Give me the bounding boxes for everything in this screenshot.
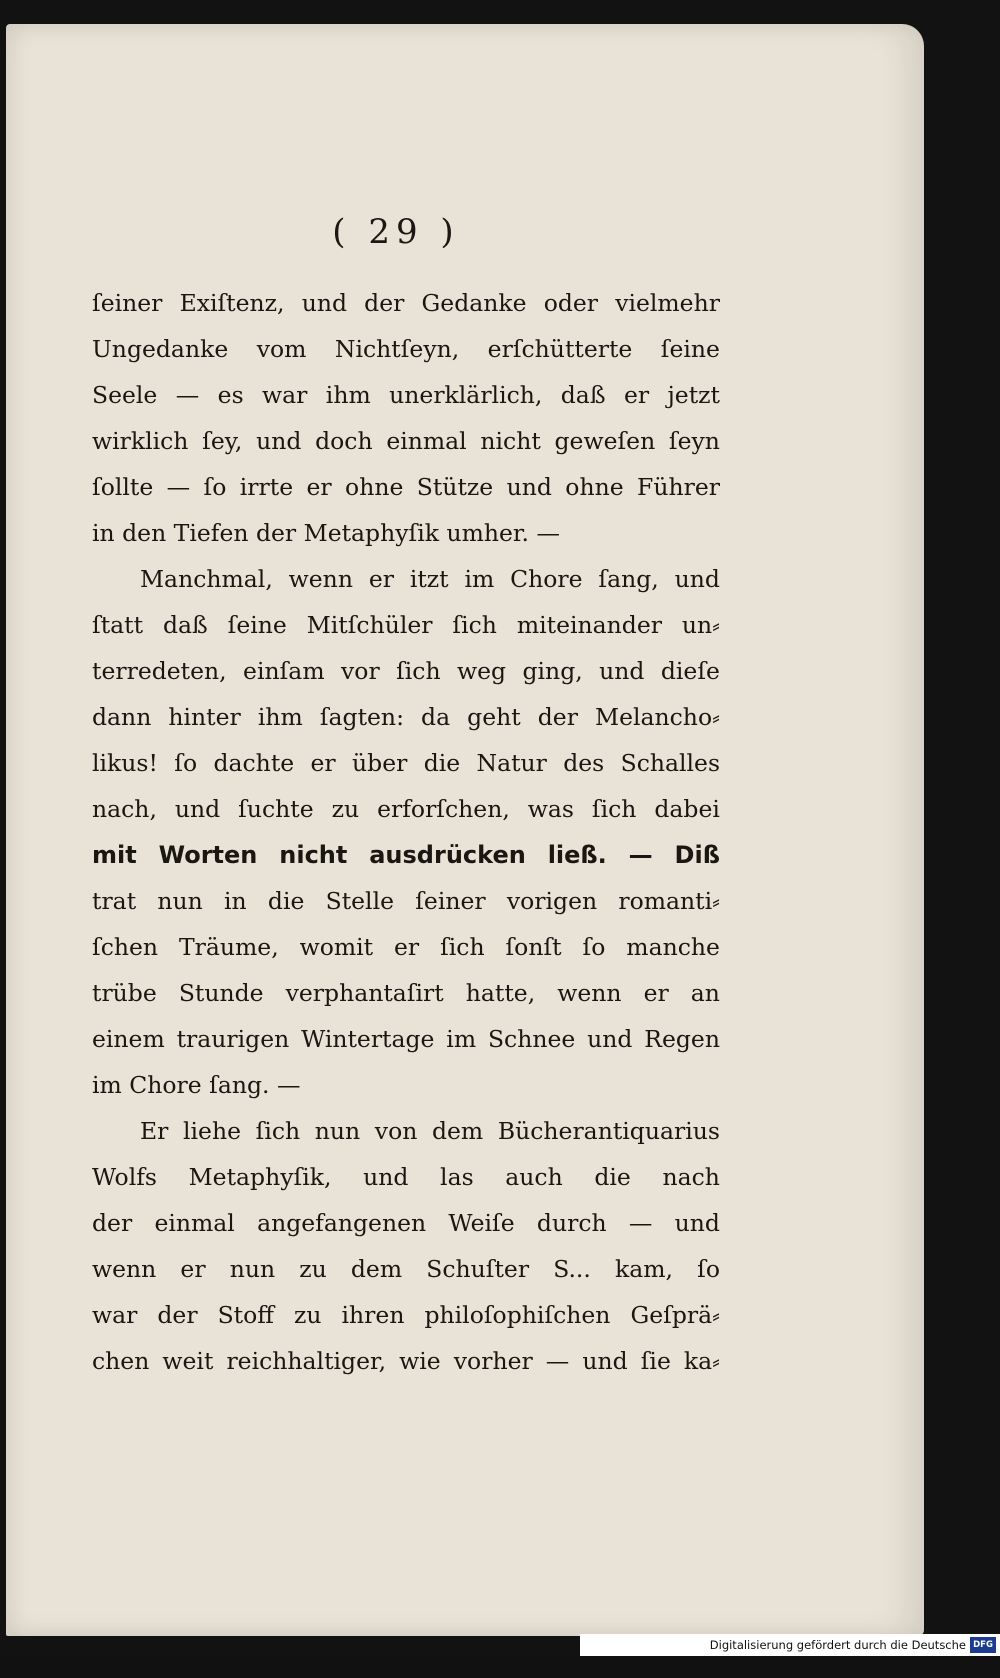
line-15: ſchen Träume, womit er ſich ſonſt ſo manche (92, 933, 720, 961)
text-line (92, 280, 720, 326)
text-line (92, 602, 720, 648)
dfg-logo: DFG (970, 1637, 996, 1653)
line-24: chen weit reichhaltiger, wie vorher — und ſie ka⸗ (92, 1347, 720, 1375)
line-17: einem traurigen Wintertage im Schnee und Regen (92, 1025, 720, 1053)
line-16: trübe Stunde verphantaſirt hatte, wenn er an (92, 979, 720, 1007)
text-line (92, 924, 720, 970)
line-4: wirklich ſey, und doch einmal nicht geweſen ſeyn (92, 427, 720, 455)
text-line (92, 1338, 720, 1384)
line-10: dann hinter ihm ſagten: da geht der Melancho⸗ (92, 703, 720, 731)
line-6: in den Tiefen der Metaphyſik umher. — (92, 519, 560, 547)
text-line (92, 648, 720, 694)
text-line (92, 418, 720, 464)
body-text (92, 280, 720, 1384)
text-line (92, 1292, 720, 1338)
book-page (6, 24, 924, 1636)
text-line (92, 464, 720, 510)
line-19: Er liehe ſich nun von dem Bücherantiquarius (140, 1117, 720, 1145)
text-line (92, 1246, 720, 1292)
text-line (92, 510, 720, 556)
text-line (92, 786, 720, 832)
line-3: Seele — es war ihm unerklärlich, daß er jetzt (92, 381, 720, 409)
text-line (92, 1016, 720, 1062)
line-2: Ungedanke vom Nichtſeyn, erſchütterte ſeine (92, 335, 720, 363)
text-line (92, 832, 720, 878)
text-line (92, 326, 720, 372)
line-8: ſtatt daß ſeine Mitſchüler ſich miteinander un⸗ (92, 611, 720, 639)
line-23: war der Stoff zu ihren philoſophiſchen Geſprä⸗ (92, 1301, 720, 1329)
text-line (92, 372, 720, 418)
text-line (92, 1062, 720, 1108)
line-21: der einmal angefangenen Weiſe durch — und (92, 1209, 720, 1237)
line-5: ſollte — ſo irrte er ohne Stütze und ohne Führer (92, 473, 720, 501)
digitization-credit: Digitalisierung gefördert durch die Deutsche Forschungsgemeinschaft - (580, 1634, 1000, 1656)
line-1: ſeiner Exiſtenz, und der Gedanke oder vielmehr (92, 289, 720, 317)
text-line (92, 740, 720, 786)
text-line (92, 970, 720, 1016)
page-number: ( 29 ) (332, 212, 460, 252)
text-line (92, 1200, 720, 1246)
text-line (92, 694, 720, 740)
line-18: im Chore ſang. — (92, 1071, 301, 1099)
line-20: Wolfs Metaphyſik, und las auch die nach (92, 1163, 720, 1191)
line-22: wenn er nun zu dem Schuſter S... kam, ſo (92, 1255, 720, 1283)
line-14: trat nun in die Stelle ſeiner vorigen romanti⸗ (92, 887, 720, 915)
text-line (92, 1154, 720, 1200)
line-9: terredeten, einſam vor ſich weg ging, und dieſe (92, 657, 720, 685)
text-line (92, 878, 720, 924)
text-line (92, 1108, 720, 1154)
line-11: likus! ſo dachte er über die Natur des Schalles (92, 749, 720, 777)
line-13: mit Worten nicht ausdrücken ließ. — Diß (92, 841, 720, 869)
text-line (92, 556, 720, 602)
line-7: Manchmal, wenn er itzt im Chore ſang, und (140, 565, 720, 593)
line-12: nach, und ſuchte zu erforſchen, was ſich dabei (92, 795, 720, 823)
